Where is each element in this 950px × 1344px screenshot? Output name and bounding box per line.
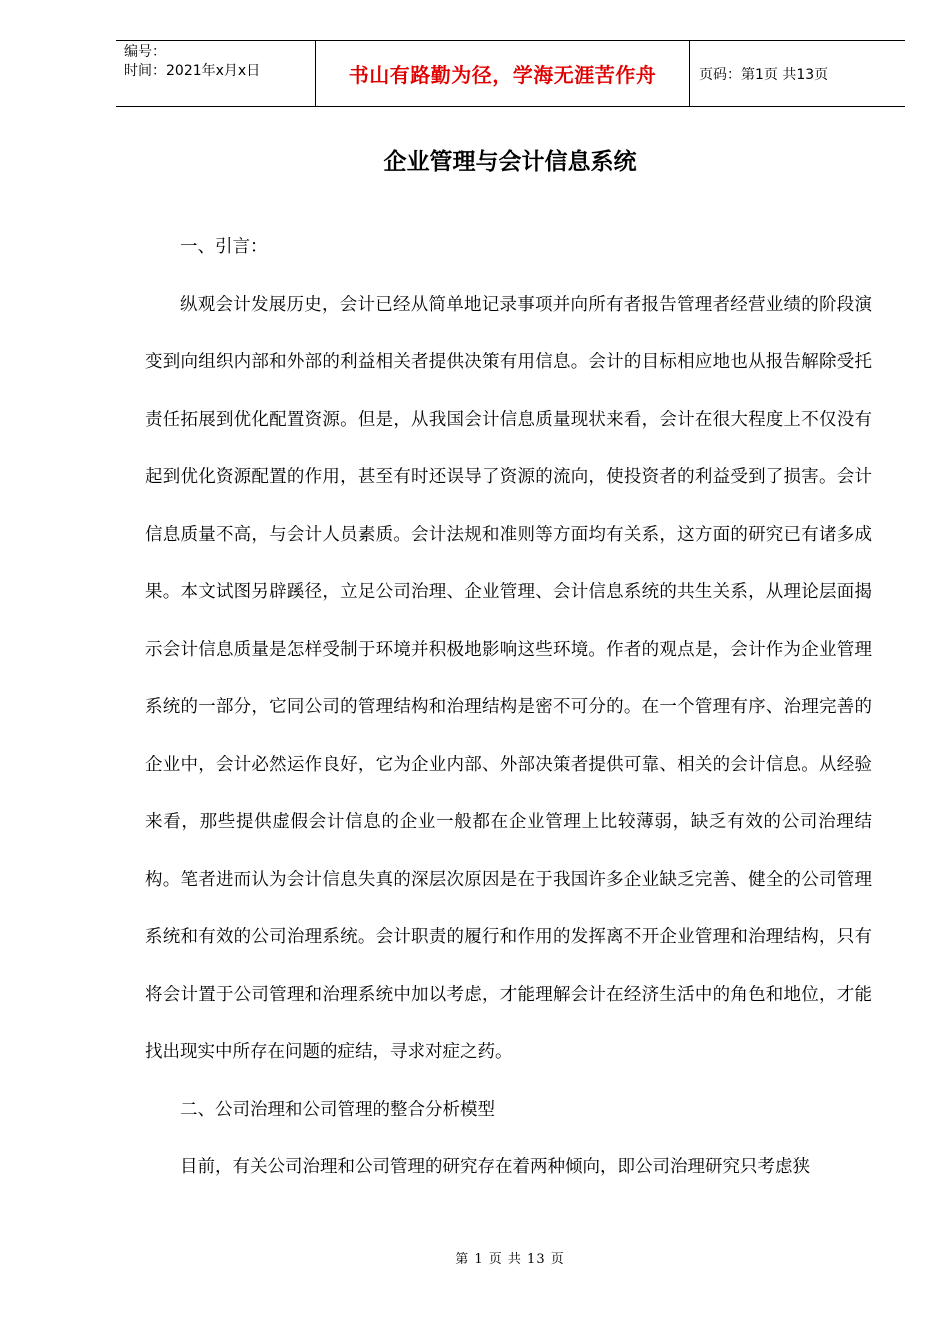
page-info: 页码：第1页 共13页	[699, 66, 829, 83]
header-table	[116, 40, 905, 107]
section-heading-model: 二、公司治理和公司管理的整合分析模型	[180, 1099, 495, 1120]
header-motto-cell	[316, 41, 690, 106]
paragraph: 目前，有关公司治理和公司管理的研究存在着两种倾向，即公司治理研究只考虑狭	[180, 1157, 810, 1177]
page-footer: 第 1 页 共 13 页	[455, 1252, 565, 1267]
header-page-cell	[690, 41, 905, 106]
paragraph: 纵观会计发展历史，会计已经从简单地记录事项并向所有者报告管理者经营业绩的阶段演变到向组织内部和外部的利益相关者提供决策有用信息。会计的目标相应地也从报告解除受托责任拓展到优化配置资源。但是，从我国会计信息质量现状来看，会计在很大程度上不仅没有起到优化资源配置的作用，甚至有时还误导了资源的流向，使投资者的利益受到了损害。会计信息质量不高，与会计人员素质。会计法规和准则等方面均有关系，这方面的研究已有诸多成果。本文试图另辟蹊径，立足公司治理、企业管理、会计信息系统的共生关系，从理论层面揭示会计信息质量是怎样受制于环境并积极地影响这些环境。作者的观点是，会计作为企业管理系统的一部分，它同公司的管理结构和治理结构是密不可分的。在一个管理有序、治理完善的企业中，会计必然运作良好，它为企业内部、外部决策者提供可靠、相关的会计信息。从经验来看，那些提供虚假会计信息的企业一般都在企业管理上比较薄弱，缺乏有效的公司治理结构。笔者进而认为会计信息失真的深层次原因是在于我国许多企业缺乏完善、健全的公司管理系统和有效的公司治理系统。会计职责的履行和作用的发挥离不开企业管理和治理结构，只有将会计置于公司管理和治理系统中加以考虑，才能理解会计在经济生活中的角色和地位，才能找出现实中所存在问题的症结，寻求对症之药。	[145, 294, 872, 1062]
motto-text: 书山有路勤为径，学海无涯苦作舟	[348, 63, 657, 87]
time-label: 时间：2021年x月x日	[124, 63, 261, 79]
document-title: 企业管理与会计信息系统	[383, 148, 637, 175]
section-heading-intro: 一、引言：	[180, 237, 268, 257]
number-label: 编号：	[124, 44, 166, 60]
header-meta-cell	[116, 41, 316, 106]
document-body	[145, 219, 872, 1197]
